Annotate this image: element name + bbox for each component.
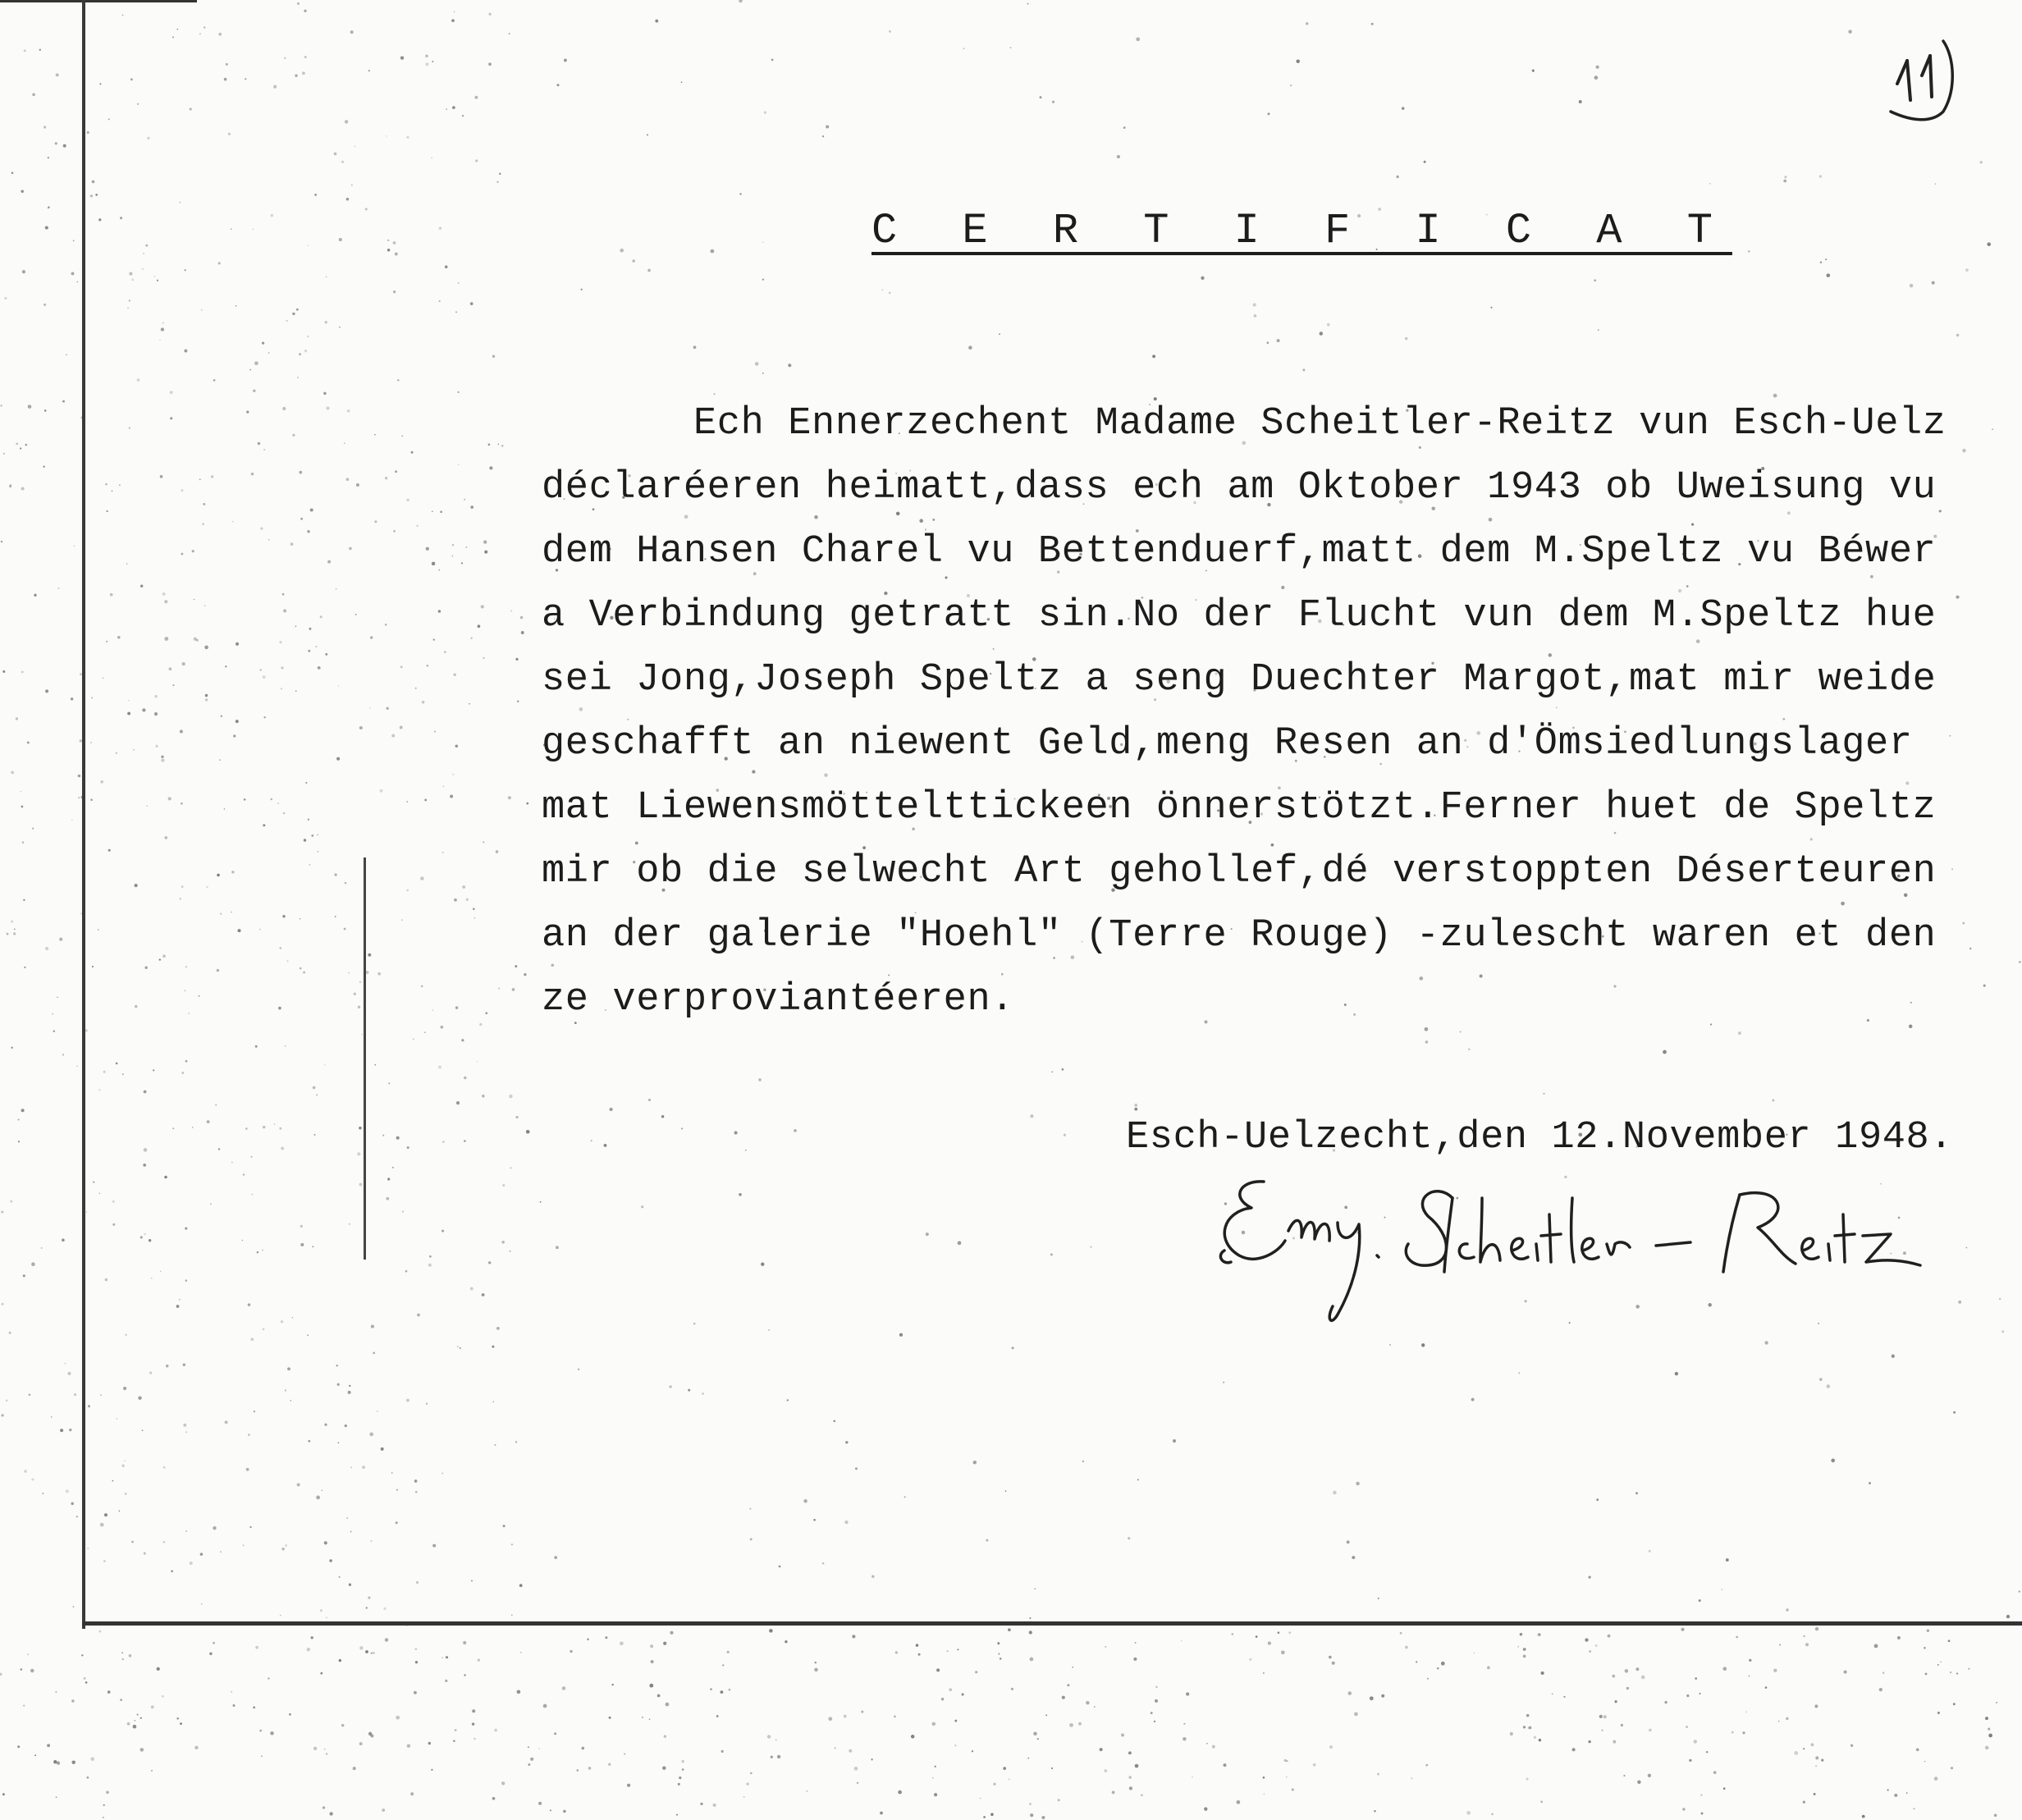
- document-title: C E R T I F I C A T: [871, 207, 1732, 255]
- body-line: mir ob die selwecht Art gehollef,dé verstoppten Déserteuren: [542, 850, 1937, 894]
- body-line: Ech Ennerzechent Madame Scheitler-Reitz vun Esch-Uelz: [693, 402, 1947, 446]
- body-line: an der galerie "Hoehl" (Terre Rouge) -zulescht waren et den: [542, 914, 1937, 958]
- frame-bottom-border: [82, 1621, 2022, 1626]
- folio-number-handwritten: [1879, 25, 1969, 131]
- handwritten-signature: [1206, 1165, 2022, 1338]
- body-line: dem Hansen Charel vu Bettenduerf,matt dem M.Speltz vu Béwer: [542, 530, 1937, 574]
- body-line: ze verproviantéeren.: [542, 978, 1015, 1022]
- margin-rule: [364, 857, 366, 1260]
- certificate-body: [542, 392, 2022, 1032]
- body-line: déclaréeren heimatt,dass ech am Oktober 1943 ob Uweisung vu: [542, 466, 1937, 510]
- body-line: geschafft an niewent Geld,meng Resen an d'Ömsiedlungslager: [542, 722, 1913, 766]
- body-line: mat Liewensmöttelttickeen önnerstötzt.Ferner huet de Speltz: [542, 786, 1937, 830]
- frame-left-border: [82, 0, 85, 1629]
- frame-top-edge: [0, 0, 197, 2]
- body-line: a Verbindung getratt sin.No der Flucht vun dem M.Speltz hue: [542, 594, 1937, 638]
- body-line: sei Jong,Joseph Speltz a seng Duechter Margot,mat mir weide: [542, 658, 1937, 702]
- place-and-date: Esch-Uelzecht,den 12.November 1948.: [1126, 1116, 1954, 1159]
